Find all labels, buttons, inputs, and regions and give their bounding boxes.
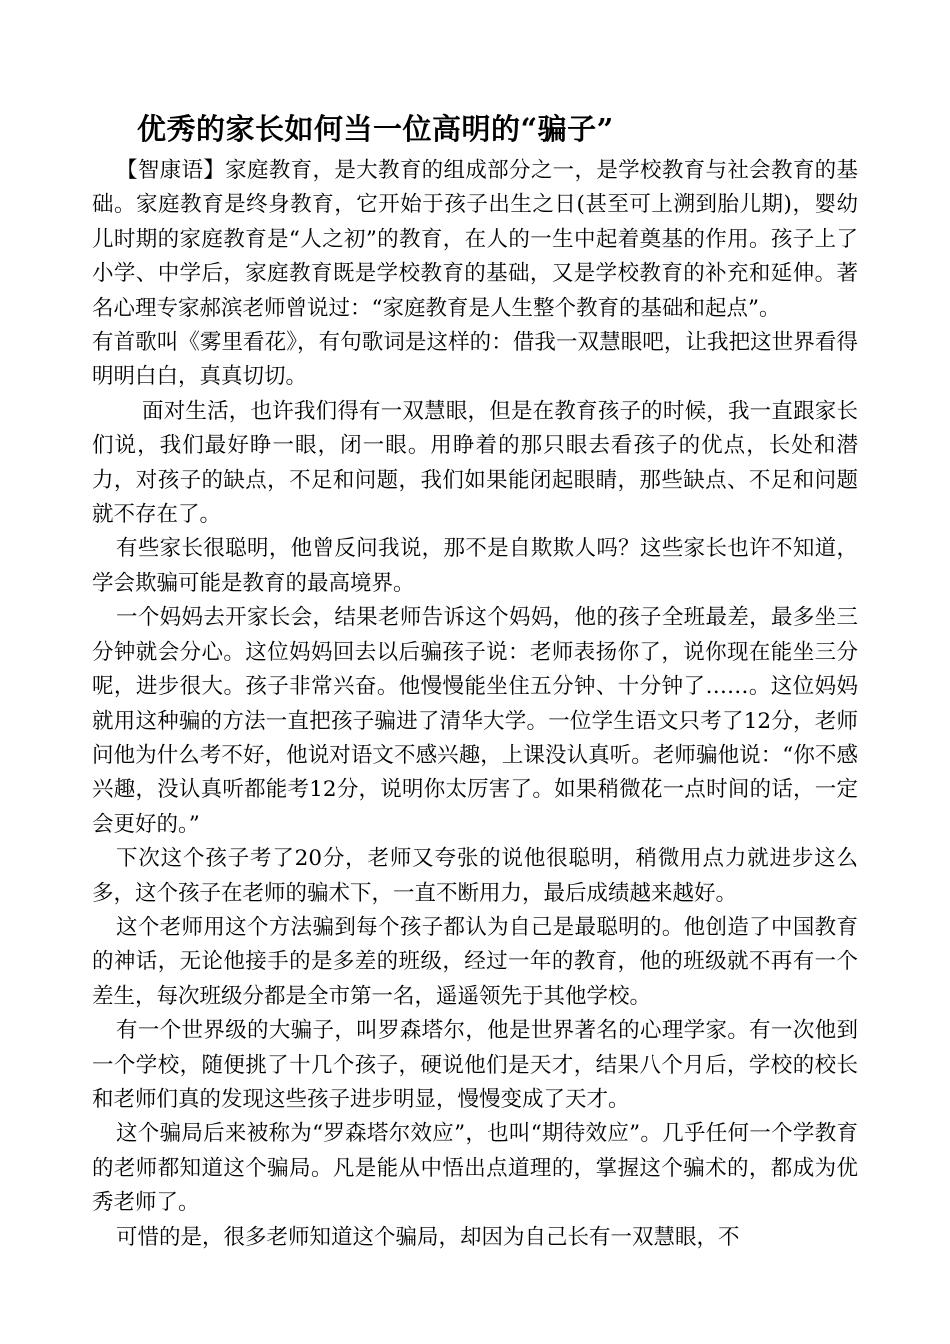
paragraph-intro: 【智康语】家庭教育，是大教育的组成部分之一，是学校教育与社会教育的基础。家庭教育是终身教育，它开始于孩子出生之日(甚至可上溯到胎儿期)，婴幼儿时期的家庭教育是“人之初”的教育，在人的一生中起着奠基的作用。孩子上了小学、中学后，家庭教育既是学校教育的基础，又是学校教育的补充和延伸。著名心理专家郝滨老师曾说过：“家庭教育是人生整个教育的基础和起点”。 [92, 158, 858, 321]
paragraph-clever-parents: 有些家长很聪明，他曾反问我说，那不是自欺欺人吗？这些家长也许不知道，学会欺骗可能是教育的最高境界。 [92, 536, 858, 596]
paragraph-teacher-method: 这个老师用这个方法骗到每个孩子都认为自己是最聪明的。他创造了中国教育的神话，无论他接手的是多差的班级，经过一年的教育，他的班级就不再有一个差生，每次班级分都是全市第一名，遥遥领先于其他学校。 [92, 914, 858, 1009]
document-page [92, 108, 858, 1255]
paragraph-next-exam: 下次这个孩子考了20分，老师又夸张的说他很聪明，稍微用点力就进步这么多，这个孩子在老师的骗术下，一直不断用力，最后成绩越来越好。 [92, 846, 858, 906]
paragraph-pity: 可惜的是，很多老师知道这个骗局，却因为自己长有一双慧眼，不 [116, 1224, 740, 1250]
document-title: 优秀的家长如何当一位高明的“骗子” [137, 112, 614, 146]
paragraph-rosenthal-effect: 这个骗局后来被称为“罗森塔尔效应”，也叫“期待效应”。几乎任何一个学教育的老师都知道这个骗局。凡是能从中悟出点道理的，掌握这个骗术的，都成为优秀老师了。 [92, 1121, 858, 1216]
paragraph-mother-story: 一个妈妈去开家长会，结果老师告诉这个妈妈，他的孩子全班最差，最多坐三分钟就会分心。这位妈妈回去以后骗孩子说：老师表扬你了，说你现在能坐三分呢，进步很大。孩子非常兴奋。他慢慢能坐住五分钟、十分钟了……。这位妈妈就用这种骗的方法一直把孩子骗进了清华大学。一位学生语文只考了12分，老师问他为什么考不好，他说对语文不感兴趣，上课没认真听。老师骗他说：“你不感兴趣，没认真听都能考12分，说明你太厉害了。如果稍微花一点时间的话，一定会更好的。” [92, 605, 858, 837]
paragraph-wisdom-eyes: 面对生活，也许我们得有一双慧眼，但是在教育孩子的时候，我一直跟家长们说，我们最好睁一眼，闭一眼。用睁着的那只眼去看孩子的优点，长处和潜力，对孩子的缺点，不足和问题，我们如果能闭起眼睛，那些缺点、不足和问题就不存在了。 [92, 398, 858, 528]
paragraph-song: 有首歌叫《雾里看花》，有句歌词是这样的：借我一双慧眼吧，让我把这世界看得明明白白，真真切切。 [92, 330, 858, 390]
paragraph-rosenthal: 有一个世界级的大骗子，叫罗森塔尔，他是世界著名的心理学家。有一次他到一个学校，随便挑了十几个孩子，硬说他们是天才，结果八个月后，学校的校长和老师们真的发现这些孩子进步明显，慢慢变成了天才。 [92, 1018, 858, 1112]
